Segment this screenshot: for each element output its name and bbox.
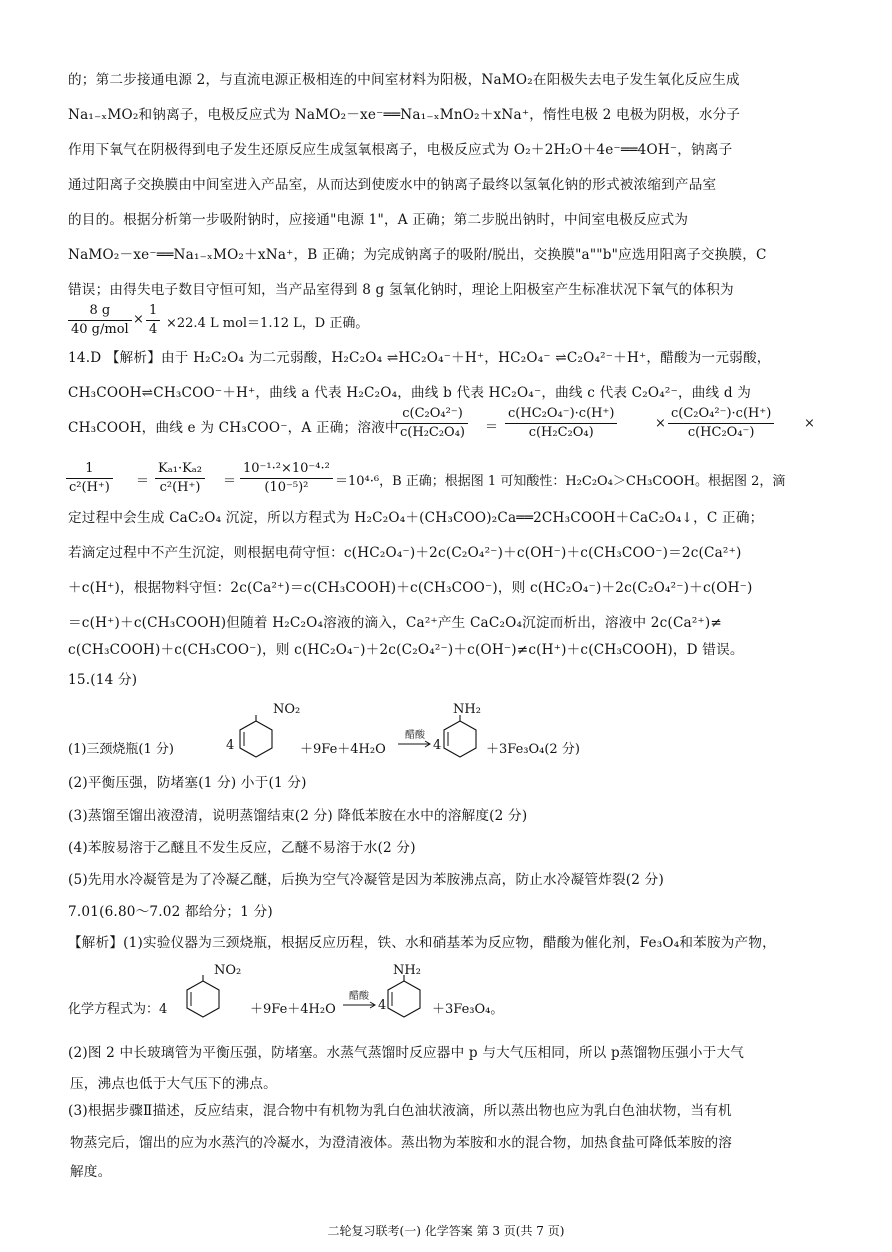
fraction-numerator: c(C₂O₄²⁻)·c(H⁺) [668, 405, 774, 424]
text-line: 的目的。根据分析第一步吸附钠时，应接通"电源 1"，A 正确；第二步脱出钠时，中间室电极反应式为 [68, 212, 689, 228]
q14-line: 若滴定过程中不产生沉淀，则根据电荷守恒：c(HC₂O₄⁻)＋2c(C₂O₄²⁻)＋c(OH⁻)＋c(CH₃COO⁻)＝2c(Ca²⁺) [68, 545, 742, 561]
fraction-numerator: 10⁻¹·²×10⁻⁴·² [240, 460, 333, 479]
text-line: 通过阳离子交换膜由中间室进入产品室，从而达到使废水中的钠离子最终以氢氧化钠的形式被浓缩到产品室 [68, 177, 717, 193]
q14-tail: ＝10⁴·⁶，B 正确；根据图 1 可知酸性：H₂C₂O₄＞CH₃COOH。根据图 2，滴 [335, 474, 786, 489]
nitrobenzene-ring-icon [183, 975, 223, 1019]
fraction-numerator: 1 [66, 460, 113, 479]
q15-analysis-intro: 【解析】(1)实验仪器为三颈烧瓶，根据反应历程，铁、水和硝基苯为反应物，醋酸为催化剂，Fe₃O₄和苯胺为产物， [68, 935, 776, 951]
q15-analysis: 解度。 [70, 1164, 112, 1180]
times-sign: × [655, 416, 666, 431]
equals-sign: ＝ [485, 420, 499, 435]
fraction-denominator: c(H₂C₂O₄) [528, 425, 594, 440]
q15-analysis: 压，沸点也低于大气压下的沸点。 [70, 1076, 277, 1092]
fraction-numerator: c(C₂O₄²⁻) [397, 405, 468, 424]
fraction [146, 302, 160, 339]
q15-item: (5)先用水冷凝管是为了冷凝乙醚，后换为空气冷凝管是因为苯胺沸点高，防止水冷凝管炸裂(2 分) [68, 872, 664, 888]
aniline-ring-icon [384, 975, 424, 1019]
q15-eq1-prefix: (1)三颈烧瓶(1 分) [68, 742, 174, 757]
arrow-icon [398, 740, 432, 748]
q14-line: CH₃COOH⇌CH₃COO⁻＋H⁺，曲线 a 代表 H₂C₂O₄，曲线 b 代表 HC₂O₄⁻，曲线 c 代表 C₂O₄²⁻，曲线 d 为 [68, 385, 752, 401]
coefficient: 4 [433, 738, 442, 753]
q14-line: c(CH₃COOH)＋c(CH₃COO⁻)，则 c(HC₂O₄⁻)＋2c(C₂O₄²⁻)＋c(OH⁻)≠c(H⁺)＋c(CH₃COOH)，D 错误。 [68, 642, 744, 658]
q14-line: ＝c(H⁺)＋c(CH₃COOH)但随着 H₂C₂O₄溶液的滴入，Ca²⁺产生 CaC₂O₄沉淀而析出，溶液中 2c(Ca²⁺)≠ [68, 615, 722, 631]
q14-line: 14.D 【解析】由于 H₂C₂O₄ 为二元弱酸，H₂C₂O₄ ⇌HC₂O₄⁻＋H⁺，HC₂O₄⁻ ⇌C₂O₄²⁻＋H⁺，醋酸为一元弱酸， [68, 350, 771, 366]
q15-analysis: (3)根据步骤Ⅱ描述，反应结束，混合物中有机物为乳白色油状液滴，所以蒸出物也应为乳白色油状物，当有机 [68, 1103, 732, 1119]
text-line: NaMO₂－xe⁻══Na₁₋ₓMO₂＋xNa⁺，B 正确；为完成钠离子的吸附/脱出，交换膜"a""b"应选用阳离子交换膜，C [68, 247, 767, 263]
page-footer: 二轮复习联考(一) 化学答案 第 3 页(共 7 页) [327, 1224, 565, 1238]
fraction-denominator: c²(H⁺) [69, 480, 110, 495]
q15-eq2-suffix: ＋3Fe₃O₄。 [432, 1002, 504, 1017]
text-line: 错误；由得失电子数目守恒可知，当产品室得到 8 g 氢氧化钠时，理论上阳极室产生标准状况下氧气的体积为 [68, 282, 734, 298]
no2-group-label: NO₂ [214, 963, 242, 978]
q15-item: (3)蒸馏至馏出液澄清，说明蒸馏结束(2 分) 降低苯胺在水中的溶解度(2 分) [68, 808, 528, 824]
fraction-denominator: 40 g/mol [71, 322, 129, 337]
arrow-icon [343, 1001, 377, 1009]
fraction [505, 405, 617, 442]
equals-sign: ＝ [223, 474, 237, 489]
q14-line: ＋c(H⁺)，根据物料守恒：2c(Ca²⁺)＝c(CH₃COOH)＋c(CH₃COO⁻)，则 c(HC₂O₄⁻)＋2c(C₂O₄²⁻)＋c(OH⁻) [68, 580, 753, 596]
equals-sign: ＝ [136, 474, 150, 489]
q15-analysis: 物蒸完后，馏出的应为水蒸汽的冷凝水，为澄清液体。蒸出物为苯胺和水的混合物，加热食盐可降低苯胺的溶 [70, 1135, 733, 1151]
fraction-numerator: c(HC₂O₄⁻)·c(H⁺) [505, 405, 617, 424]
fraction [66, 460, 113, 497]
text-line: 的；第二步接通电源 2，与直流电源正极相连的中间室材料为阳极，NaMO₂在阳极失去电子发生氧化反应生成 [68, 72, 740, 88]
q14-line: 定过程中会生成 CaC₂O₄ 沉淀，所以方程式为 H₂C₂O₄＋(CH₃COO)₂Ca══2CH₃COOH＋CaC₂O₄↓，C 正确； [68, 510, 764, 526]
q15-eq1-middle: ＋9Fe＋4H₂O [300, 742, 386, 757]
q15-item: (4)苯胺易溶于乙醚且不发生反应，乙醚不易溶于水(2 分) [68, 840, 416, 856]
text-line: 作用下氧气在阴极得到电子发生还原反应生成氢氧根离子，电极反应式为 O₂＋2H₂O＋4e⁻══4OH⁻，钠离子 [68, 142, 733, 158]
fraction [240, 460, 333, 497]
q15-heading: 15.(14 分) [68, 672, 138, 688]
fraction-numerator: 1 [146, 302, 160, 321]
calc-tail: ×22.4 L mol＝1.12 L，D 正确。 [166, 316, 369, 331]
coefficient: 4 [378, 998, 387, 1013]
q15-item: 7.01(6.80～7.02 都给分；1 分) [68, 904, 273, 920]
nh2-group-label: NH₂ [453, 702, 481, 717]
fraction-denominator: c(H₂C₂O₄) [400, 425, 465, 440]
fraction-denominator: (10⁻⁵)² [264, 480, 309, 495]
no2-group-label: NO₂ [273, 702, 301, 717]
catalyst-label: 醋酸 [349, 991, 369, 1002]
times-sign: × [133, 312, 144, 327]
times-sign: × [804, 416, 815, 431]
text-line: Na₁₋ₓMO₂和钠离子，电极反应式为 NaMO₂－xe⁻══Na₁₋ₓMnO₂＋xNa⁺，惰性电极 2 电极为阴极，水分子 [68, 107, 741, 123]
catalyst-label: 醋酸 [405, 730, 425, 741]
fraction-numerator: Kₐ₁·Kₐ₂ [155, 460, 205, 479]
fraction [68, 302, 132, 339]
fraction-denominator: c(HC₂O₄⁻) [687, 425, 755, 440]
fraction-denominator: 4 [149, 322, 158, 337]
q15-item: (2)平衡压强，防堵塞(1 分) 小于(1 分) [68, 775, 307, 791]
aniline-ring-icon [440, 715, 480, 759]
fraction [668, 405, 774, 442]
q14-line: CH₃COOH，曲线 e 为 CH₃COO⁻，A 正确；溶液中 [68, 420, 399, 436]
fraction [155, 460, 205, 497]
nitrobenzene-ring-icon [236, 715, 276, 759]
fraction [397, 405, 468, 442]
fraction-numerator: 8 g [68, 302, 132, 321]
q15-eq2-prefix: 化学方程式为：4 [68, 1002, 168, 1017]
q15-analysis: (2)图 2 中长玻璃管为平衡压强，防堵塞。水蒸气蒸馏时反应器中 p 与大气压相同，所以 p蒸馏物压强小于大气 [68, 1045, 745, 1061]
q15-eq1-suffix: ＋3Fe₃O₄(2 分) [486, 742, 580, 757]
fraction-denominator: c²(H⁺) [159, 480, 201, 495]
nh2-group-label: NH₂ [393, 963, 421, 978]
coefficient: 4 [226, 738, 235, 753]
q15-eq2-middle: ＋9Fe＋4H₂O [250, 1002, 336, 1017]
